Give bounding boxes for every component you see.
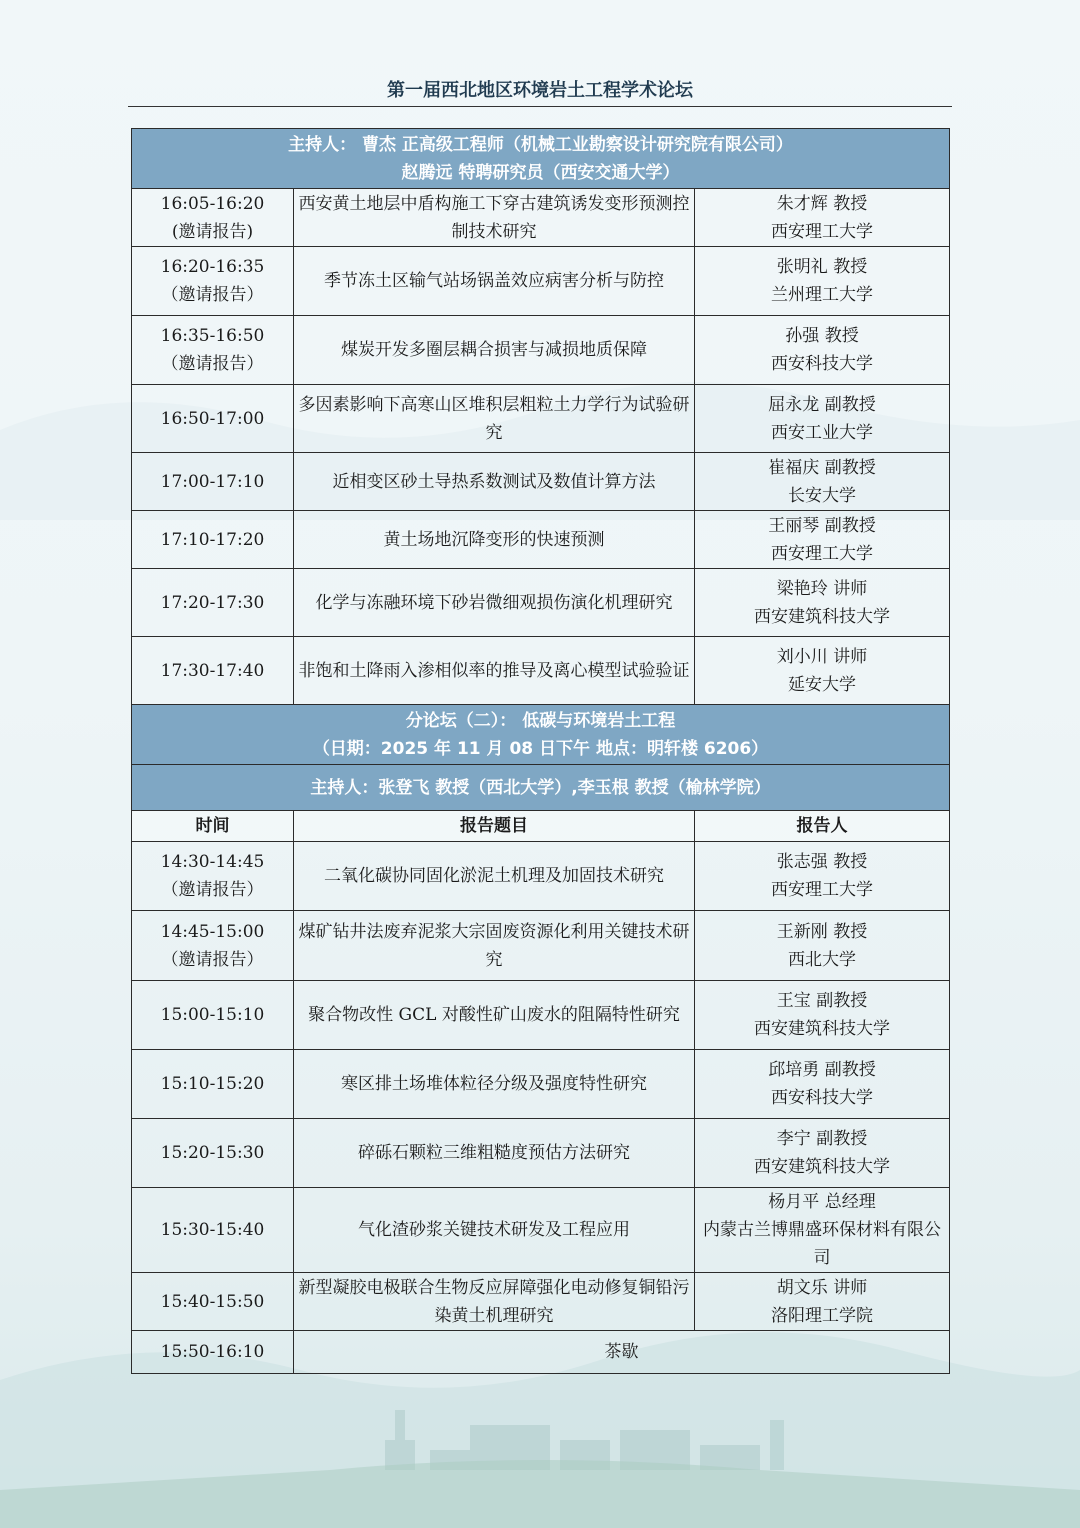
break-label: 茶歇: [294, 1331, 950, 1374]
talk-title: 多因素影响下高寒山区堆积层粗粒土力学行为试验研究: [298, 394, 690, 443]
column-header-time: 时间: [132, 811, 294, 842]
speaker-name: 屈永龙 副教授: [768, 394, 876, 415]
table-row: [132, 842, 950, 911]
break-row: [132, 1331, 950, 1374]
title-cell: [294, 189, 695, 247]
speaker-affiliation: 西安科技大学: [771, 1088, 873, 1108]
speaker-cell: [695, 637, 950, 705]
speaker-cell: [695, 316, 950, 385]
forum-header-row: [132, 705, 950, 765]
speaker-name: 梁艳玲 讲师: [776, 578, 868, 599]
speaker-name: 张志强 教授: [776, 852, 868, 872]
time-cell: [132, 511, 294, 569]
table-row: [132, 385, 950, 453]
speaker-affiliation: 西安建筑科技大学: [754, 1019, 890, 1039]
host-cell: [132, 765, 950, 811]
speaker-name: 杨月平 总经理: [768, 1192, 876, 1212]
table-row: [132, 1273, 950, 1331]
title-cell: [294, 1119, 695, 1188]
host-line: 赵腾远 特聘研究员（西安交通大学）: [401, 162, 680, 183]
speaker-affiliation: 西安理工大学: [771, 880, 873, 900]
talk-title: 聚合物改性 GCL 对酸性矿山废水的阻隔特性研究: [308, 1005, 680, 1025]
speaker-cell: [695, 1188, 950, 1273]
speaker-affiliation: 西安理工大学: [771, 221, 873, 242]
host-cell: [132, 129, 950, 189]
speaker-affiliation: 西安建筑科技大学: [754, 606, 890, 627]
talk-title: 新型凝胶电极联合生物反应屏障强化电动修复铜铅污染黄土机理研究: [298, 1277, 690, 1326]
title-cell: [294, 637, 695, 705]
table-row: [132, 1050, 950, 1119]
table-row: [132, 1188, 950, 1273]
speaker-name: 王丽琴 副教授: [768, 515, 876, 536]
forum-title: 分论坛（二）： 低碳与环境岩土工程: [405, 710, 676, 731]
talk-tag: （邀请报告）: [161, 354, 264, 374]
talk-time: 14:45-15:00: [160, 921, 265, 942]
title-cell: [294, 1050, 695, 1119]
speaker-affiliation: 西安工业大学: [771, 422, 873, 443]
time-cell: [132, 981, 294, 1050]
time-cell: [132, 1050, 294, 1119]
time-cell: [132, 1119, 294, 1188]
page-title: 第一届西北地区环境岩土工程学术论坛: [128, 76, 952, 107]
speaker-name: 邱培勇 副教授: [768, 1060, 876, 1080]
speaker-affiliation: 延安大学: [788, 674, 856, 695]
talk-title: 煤矿钻井法废弃泥浆大宗固废资源化利用关键技术研究: [298, 921, 690, 970]
title-cell: [294, 453, 695, 511]
speaker-name: 崔福庆 副教授: [768, 457, 876, 478]
title-cell: [294, 385, 695, 453]
talk-time: 15:10-15:20: [160, 1074, 265, 1094]
table-row: [132, 637, 950, 705]
talk-time: 17:30-17:40: [160, 660, 265, 681]
speaker-cell: [695, 1119, 950, 1188]
speaker-affiliation: 洛阳理工学院: [771, 1305, 873, 1326]
speaker-cell: [695, 911, 950, 981]
talk-time: 16:50-17:00: [160, 408, 265, 429]
speaker-affiliation: 西北大学: [788, 949, 856, 970]
title-cell: [294, 511, 695, 569]
forum-cell: [132, 705, 950, 765]
title-cell: [294, 842, 695, 911]
speaker-name: 王新刚 教授: [776, 921, 868, 942]
time-cell: [132, 911, 294, 981]
talk-title: 碎砾石颗粒三维粗糙度预估方法研究: [358, 1143, 630, 1163]
title-cell: [294, 981, 695, 1050]
time-cell: [132, 1273, 294, 1331]
column-header-speaker: 报告人: [695, 811, 950, 842]
talk-time: 16:35-16:50: [160, 326, 265, 346]
talk-time: 17:10-17:20: [160, 529, 265, 550]
time-cell: [132, 189, 294, 247]
speaker-cell: [695, 981, 950, 1050]
speaker-name: 王宝 副教授: [776, 991, 868, 1011]
speaker-affiliation: 西安建筑科技大学: [754, 1157, 890, 1177]
speaker-cell: [695, 1273, 950, 1331]
talk-tag: （邀请报告）: [161, 949, 264, 970]
column-header-title: 报告题目: [294, 811, 695, 842]
speaker-affiliation: 西安理工大学: [771, 543, 873, 564]
talk-time: 15:00-15:10: [160, 1005, 265, 1025]
speaker-affiliation: 内蒙古兰博鼎盛环保材料有限公司: [703, 1220, 941, 1268]
time-cell: [132, 1188, 294, 1273]
speaker-cell: [695, 189, 950, 247]
talk-title: 煤炭开发多圈层耦合损害与减损地质保障: [341, 340, 647, 360]
table-row: [132, 316, 950, 385]
time-cell: [132, 453, 294, 511]
schedule-table: [131, 128, 950, 1374]
table-row: [132, 511, 950, 569]
title-cell: [294, 1188, 695, 1273]
column-header-row: [132, 811, 950, 842]
table-row: [132, 247, 950, 316]
talk-time: 16:20-16:35: [160, 257, 265, 277]
talk-time: 14:30-14:45: [160, 852, 265, 872]
talk-time: 17:20-17:30: [160, 592, 265, 613]
talk-title: 黄土场地沉降变形的快速预测: [383, 529, 605, 550]
title-cell: [294, 247, 695, 316]
speaker-name: 孙强 教授: [785, 326, 859, 346]
table-row: [132, 569, 950, 637]
speaker-name: 李宁 副教授: [776, 1129, 868, 1149]
speaker-name: 张明礼 教授: [776, 257, 868, 277]
break-time: 15:50-16:10: [132, 1331, 294, 1374]
speaker-cell: [695, 385, 950, 453]
speaker-cell: [695, 511, 950, 569]
talk-title: 西安黄土地层中盾构施工下穿古建筑诱发变形预测控制技术研究: [298, 193, 690, 242]
talk-title: 寒区排土场堆体粒径分级及强度特性研究: [341, 1074, 647, 1094]
host-header-row: [132, 765, 950, 811]
table-row: [132, 189, 950, 247]
table-row: [132, 453, 950, 511]
talk-time: 15:20-15:30: [160, 1143, 265, 1163]
time-cell: [132, 385, 294, 453]
talk-title: 非饱和土降雨入渗相似率的推导及离心模型试验验证: [298, 660, 690, 681]
talk-tag: (邀请报告): [171, 221, 254, 242]
title-cell: [294, 911, 695, 981]
talk-time: 15:30-15:40: [160, 1220, 265, 1240]
speaker-affiliation: 长安大学: [788, 485, 856, 506]
host-header-row: [132, 129, 950, 189]
speaker-cell: [695, 453, 950, 511]
table-row: [132, 911, 950, 981]
table-row: [132, 1119, 950, 1188]
title-cell: [294, 1273, 695, 1331]
speaker-name: 胡文乐 讲师: [776, 1277, 868, 1298]
time-cell: [132, 569, 294, 637]
talk-tag: （邀请报告）: [161, 880, 264, 900]
title-cell: [294, 569, 695, 637]
talk-title: 气化渣砂浆关键技术研发及工程应用: [358, 1220, 630, 1240]
title-cell: [294, 316, 695, 385]
speaker-cell: [695, 569, 950, 637]
time-cell: [132, 842, 294, 911]
time-cell: [132, 316, 294, 385]
table-row: [132, 981, 950, 1050]
host-line: 主持人：张登飞 教授（西北大学）,李玉根 教授（榆林学院）: [310, 777, 771, 798]
speaker-cell: [695, 247, 950, 316]
talk-title: 二氧化碳协同固化淤泥土机理及加固技术研究: [324, 866, 664, 886]
forum-date-location: （日期：2025 年 11 月 08 日下午 地点：明轩楼 6206）: [312, 738, 769, 759]
speaker-affiliation: 西安科技大学: [771, 354, 873, 374]
time-cell: [132, 637, 294, 705]
talk-tag: （邀请报告）: [161, 285, 264, 305]
talk-time: 17:00-17:10: [160, 471, 265, 492]
time-cell: [132, 247, 294, 316]
talk-title: 近相变区砂土导热系数测试及数值计算方法: [332, 471, 656, 492]
speaker-affiliation: 兰州理工大学: [771, 285, 873, 305]
speaker-cell: [695, 842, 950, 911]
talk-title: 季节冻土区输气站场锅盖效应病害分析与防控: [324, 271, 664, 291]
speaker-name: 朱才辉 教授: [776, 193, 868, 214]
talk-time: 15:40-15:50: [160, 1291, 265, 1312]
talk-time: 16:05-16:20: [160, 193, 265, 214]
host-line: 主持人： 曹杰 正高级工程师（机械工业勘察设计研究院有限公司）: [288, 134, 793, 155]
speaker-name: 刘小川 讲师: [776, 646, 868, 667]
talk-title: 化学与冻融环境下砂岩微细观损伤演化机理研究: [315, 592, 673, 613]
speaker-cell: [695, 1050, 950, 1119]
